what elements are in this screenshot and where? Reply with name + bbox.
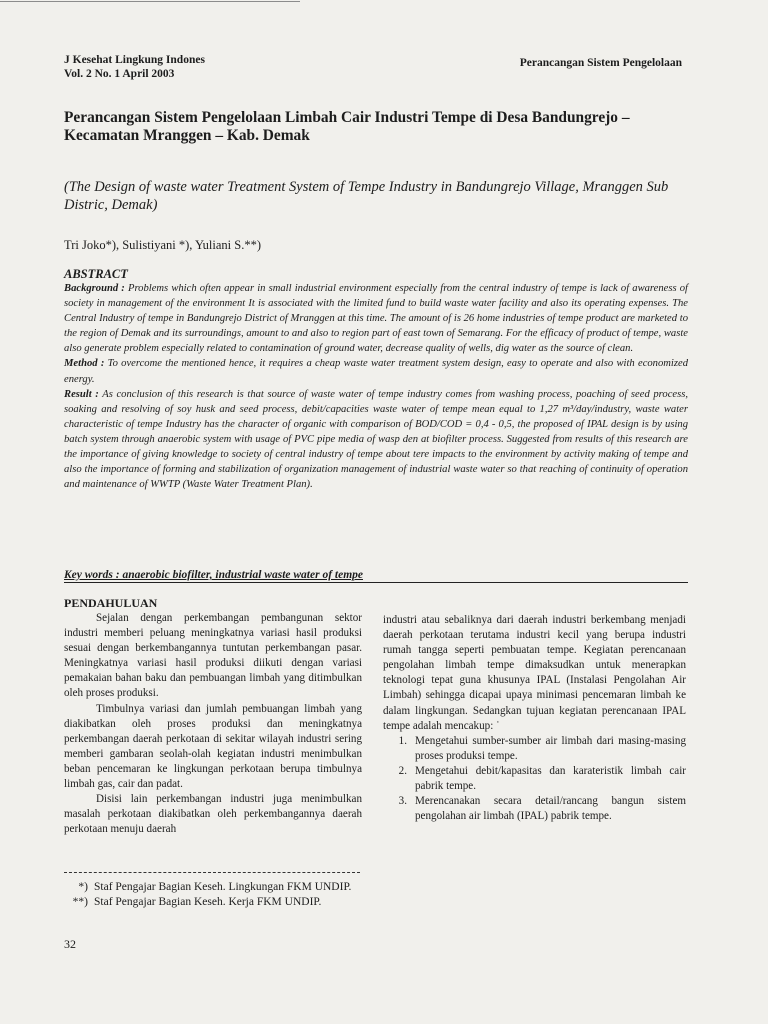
list-number: 2. [398,764,407,777]
footnote [64,880,351,895]
body-paragraph: Timbulnya variasi dan jumlah pembuangan limbah yang diakibatkan oleh proses produksi dan meningkatnya perkembangan daerah perkotaan di sekitar wilayah industri sering memberi gambaran seolah-olah kegiatan industri menimbulkan beban pencemaran ke lingkungan perkotaan berupa timbulnya limbah gas, cair dan padat. [64,702,362,791]
list-number: 1. [398,734,407,747]
abstract-background [64,281,688,356]
background-text: Problems which often appear in small industrial environment especially from the central industry of tempe is lack of awareness of society in management of the environment It is associated with the limited fund to build waste water facility and also its operating expenses. The Central Industry of tempe in Bandungrejo District of Mranggen at this time. The amount of is 26 home industries of tempe product are marketed to the region of Demak and its surroundings, amount to and also to region part of east town of Semarang. For the efficacy of product of tempe, waste also generate problem especially related to contamination of ground water, decrease quality of wells, dig water as the source of clean. [64,283,688,355]
method-text: To overcome the mentioned hence, it requires a cheap waste water treatment system design, easy to operate and also with economized energy. [64,358,688,385]
keywords: Key words : anaerobic biofilter, industrial waste water of tempe [64,569,363,581]
journal-info [64,53,205,81]
list-item [383,734,686,764]
keywords-rule [64,582,688,583]
list-text: Merencanakan secara detail/rancang bangun sistem pengolahan air limbah (IPAL) pabrik tempe. [415,795,686,823]
running-title: Perancangan Sistem Pengelolaan [519,57,682,69]
footnotes [64,880,351,910]
footnote-mark: *) [78,881,88,893]
objectives-list [383,734,686,825]
page-number: 32 [64,937,76,951]
list-number: 3. [398,795,407,808]
body-paragraph: Sejalan dengan perkembangan pembangunan sektor industri memberi peluang meningkatnya variasi hasil produksi sesuai dengan berkembangannya tuntutan perkembangan pasar. Meningkatnya variasi hasil produksi diikuti dengan variasi pemakaian bahan baku dan pembuangan limbah yang ditimbulkan oleh proses produksi. [64,612,362,700]
footnote-text: Staf Pengajar Bagian Keseh. Kerja FKM UNDIP. [94,896,322,908]
section-heading: PENDAHULUAN [64,596,158,610]
article-authors: Tri Joko*), Sulistiyani *), Yuliani S.**) [64,238,262,252]
article-subtitle: (The Design of waste water Treatment System of Tempe Industry in Bandungrejo Village, Mranggen Sub Distric, Demak) [64,179,669,213]
background-label: Background : [64,283,125,294]
result-label: Result : [64,388,99,400]
body-column-right [383,613,686,824]
method-label: Method : [64,358,105,370]
abstract-heading: ABSTRACT [64,267,128,281]
footnote-rule [64,872,360,873]
abstract-body [64,281,688,492]
abstract-result [64,387,688,493]
article-title: Perancangan Sistem Pengelolaan Limbah Cair Industri Tempe di Desa Bandungrejo – Kecamatan Mranggen – Kab. Demak [64,109,630,144]
result-text: As conclusion of this research is that source of waste water of tempe industry comes from washing process, poaching of seed process, soaking and resolving of soy husk and seed process, debit/capacities waste water of tempe mean equal to 1,27 m³/day/industry, waste water characteristic of tempe Industry has the character of organic with comparison of BOD/COD = 0,4 - 0,5, the proposed of IPAL design is by using batch system through anaerobic system with usage of PVC pipe media of wasp den at biofilter process. Suggested from results of this research are the importance of giving knowledge to society of central industry of tempe about tere impacts to the environment by activity making of tempe and also the importance of forming and stabilization of organization management of industrial waste water so that reaching of continuity of operation and maintenance of WWTP (Waste Water Treatment Plan). [64,388,688,491]
footnote-mark: **) [72,896,88,908]
list-item [383,794,686,824]
journal-name: J Kesehat Lingkung Indones [64,54,205,66]
footnote [64,895,351,910]
footnote-text: Staf Pengajar Bagian Keseh. Lingkungan FKM UNDIP. [94,881,352,893]
list-text: Mengetahui sumber-sumber air limbah dari masing-masing proses produksi tempe. [415,734,686,762]
body-paragraph: Disisi lain perkembangan industri juga menimbulkan masalah perkotaan diakibatkan oleh perkembangannya daerah perkotaan menuju daerah [64,793,362,836]
abstract-method [64,356,688,386]
top-edge-line [0,1,300,2]
journal-volume: Vol. 2 No. 1 April 2003 [64,68,175,80]
body-paragraph: industri atau sebaliknya dari daerah industri berkembang menjadi daerah perkotaan terutama industri kecil yang berupa industri rumah tangga seperti pembuatan tempe. Kegiatan perencanaan pengolahan limbah tempe dimaksudkan untuk menerapkan teknologi tepat guna khusunya IPAL (Instalasi Pengolahan Air Limbah) sehingga dicapai upaya minimasi pencemaran limbah ke dalam lingkungan. Sedangkan tujuan kegiatan perencanaan IPAL tempe adalah mencakup: ˙ [383,614,686,732]
list-text: Mengetahui debit/kapasitas dan karateristik limbah cair pabrik tempe. [415,764,686,793]
list-item [383,764,686,794]
body-column-left [64,596,362,837]
